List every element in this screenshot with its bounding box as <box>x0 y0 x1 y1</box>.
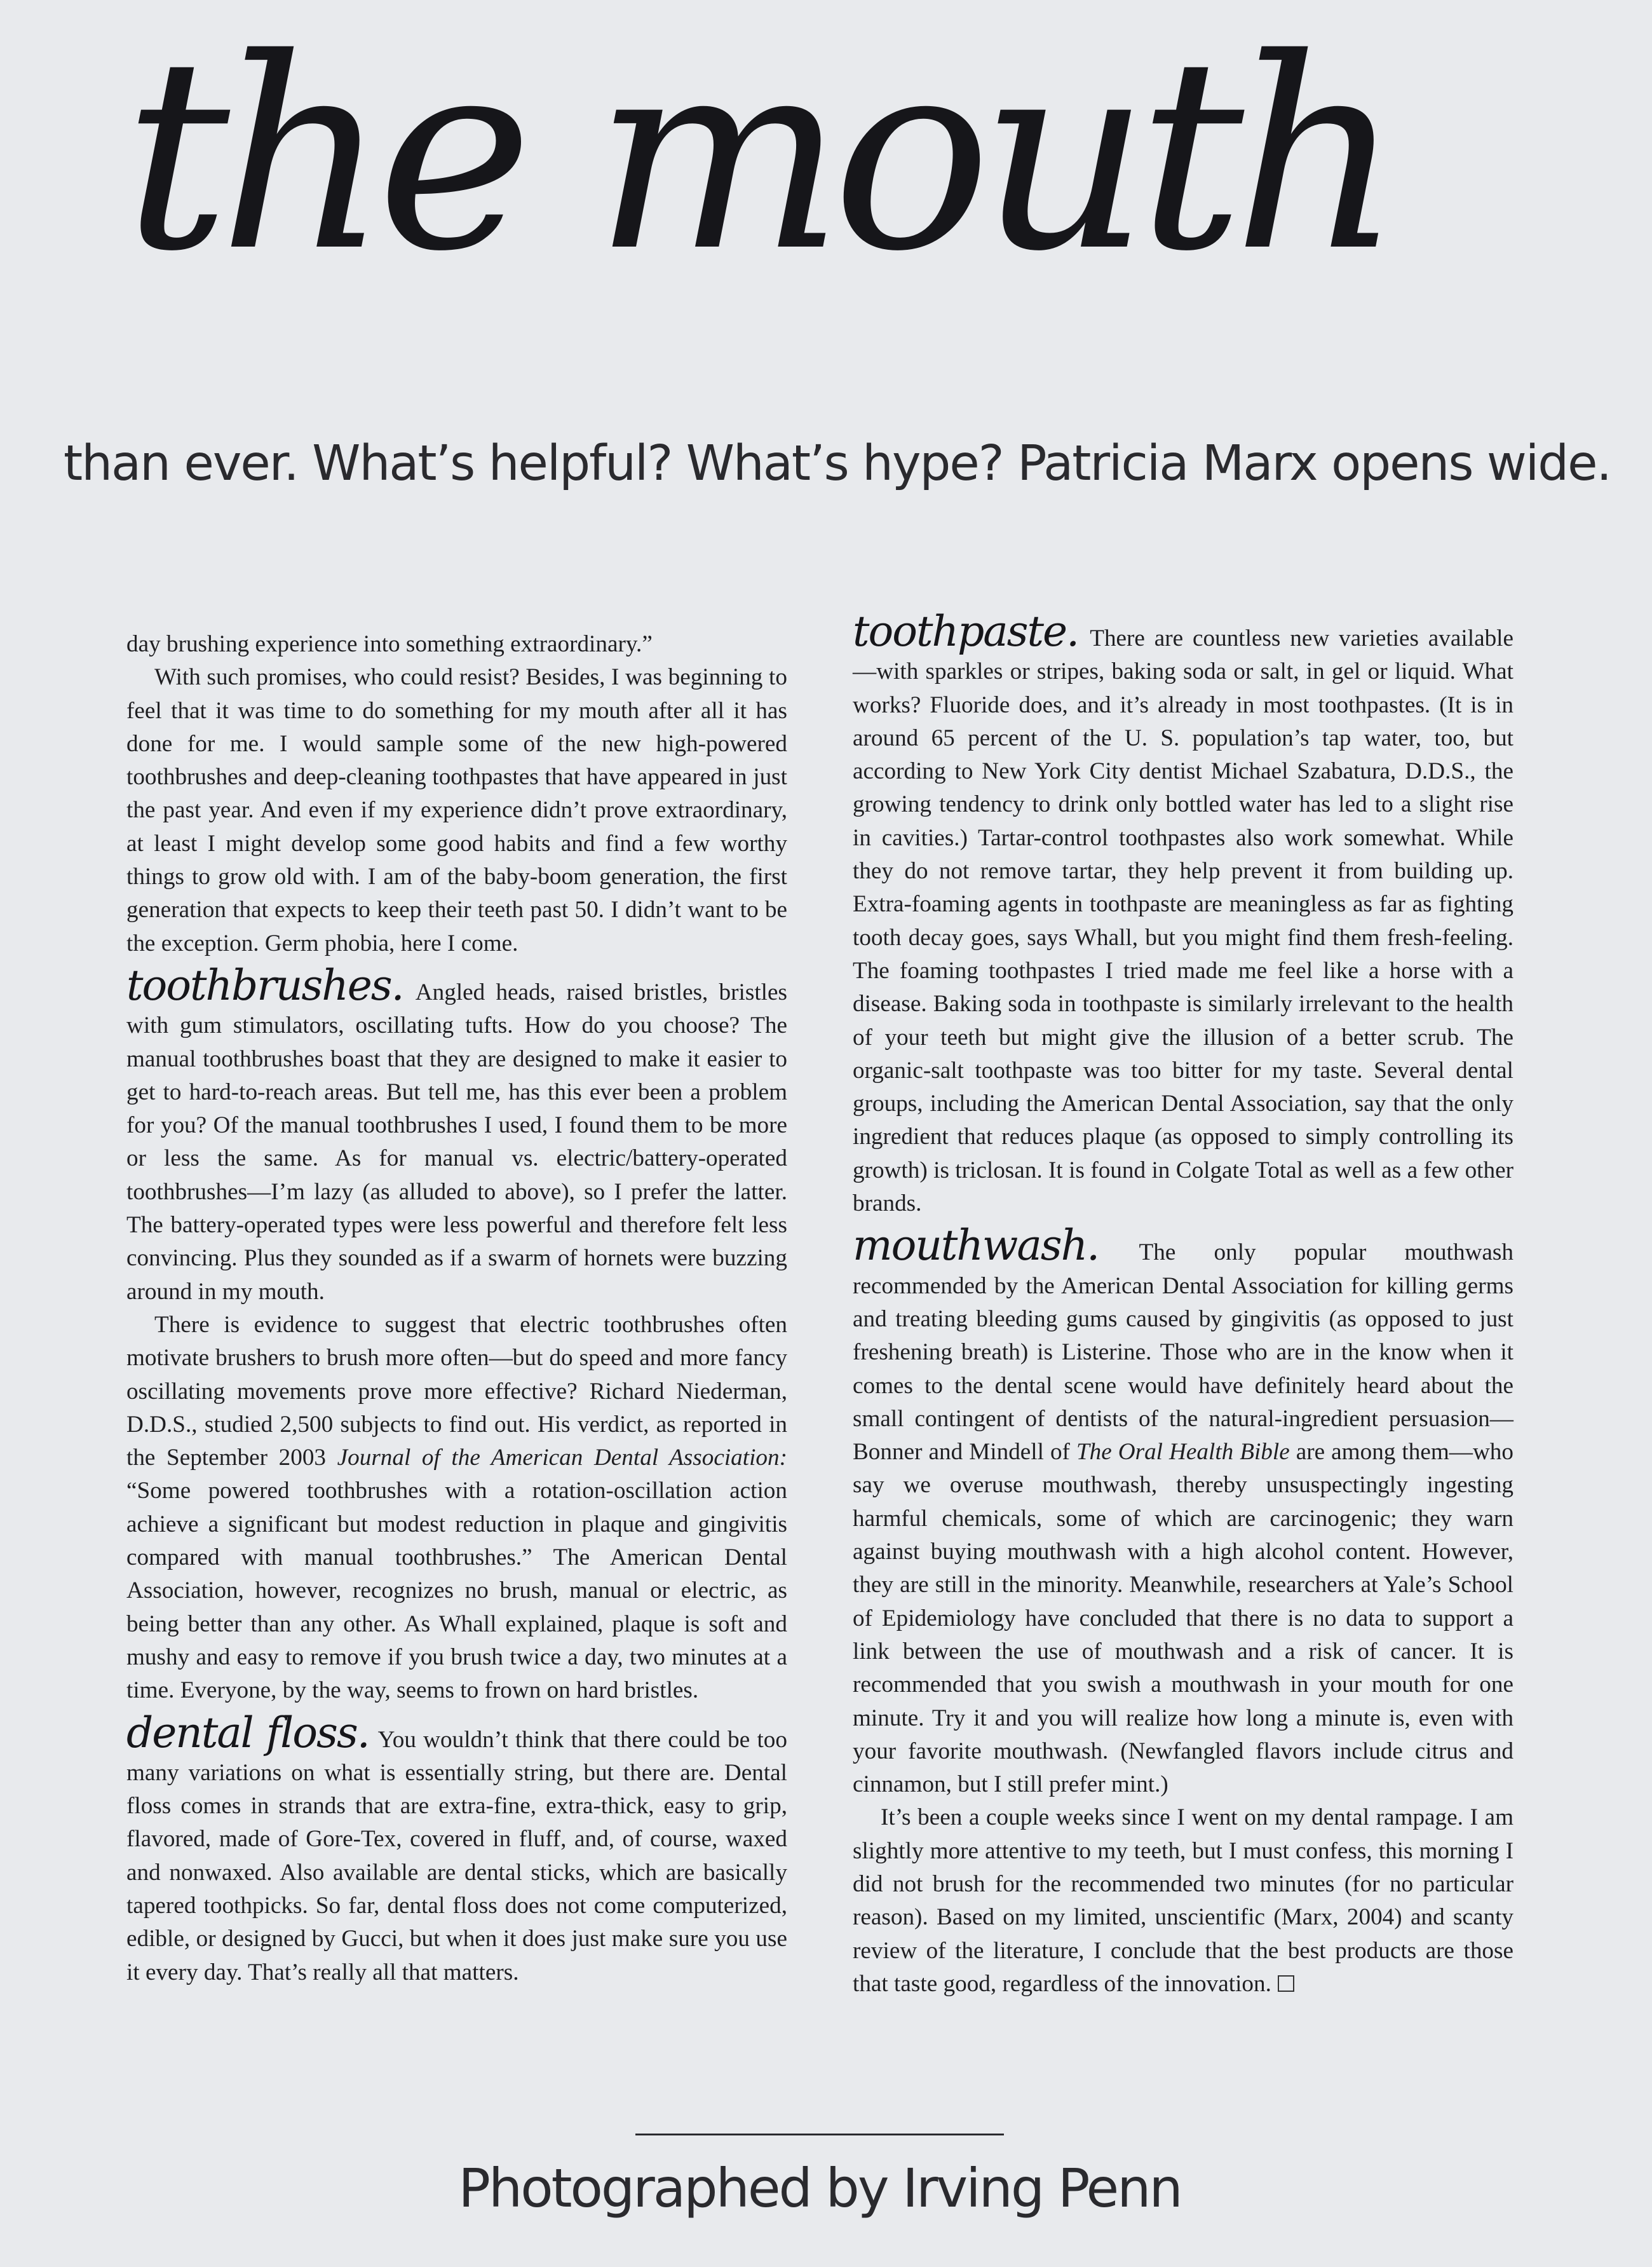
section-kicker: mouthwash. <box>853 1221 1099 1270</box>
section-text: The only popular mouthwash recommended by the American Dental Association for killing germs and treating bleeding gums caused by gingivitis (as opposed to just freshening breath) is Listerine. Those who are in the know when it comes to the dental scene would have definitely heard about the small contingent of dentists of the natural-ingredient persuasion—Bonner and Mindell of <box>853 1239 1513 1466</box>
headline: the mouth <box>124 2 1391 309</box>
end-mark-icon <box>1278 1975 1294 1992</box>
journal-title: Journal of the American Dental Association: <box>337 1445 787 1471</box>
mouthwash-section <box>853 1221 1513 1801</box>
paragraph-text: It’s been a couple weeks since I went on my dental rampage. I am slightly more attentive to my teeth, but I must confess, this morning I did not brush for the recommended two minutes (for no particular reason). Based on my limited, unscientific (Marx, 2004) and scanty review of the literature, I conclude that the best products are those that taste good, regardless of the innovation. <box>853 1804 1513 1997</box>
toothbrushes-section <box>126 960 787 1309</box>
section-kicker: toothbrushes. <box>126 960 403 1010</box>
section-kicker: dental floss. <box>126 1708 369 1757</box>
closing-paragraph <box>853 1801 1513 2001</box>
section-text: You wouldn’t think that there could be too many variations on what is essentially string, but there are. Dental floss comes in strands that are extra-fine, extra-thick, easy to grip, flavored, made of Gore-Tex, covered in fluff, and, of course, waxed and nonwaxed. Also available are dental sticks, which are basically tapered toothpicks. So far, dental floss does not come computerized, edible, or designed by Gucci, but when it does just make sure you use it every day. That’s really all that matters. <box>126 1726 787 1985</box>
section-text: Angled heads, raised bristles, bristles with gum stimulators, oscillating tufts. How do you choose? The manual toothbrushes boast that they are designed to make it easier to get to hard-to-reach areas. But tell me, has this ever been a problem for you? Of the manual toothbrushes I used, I found them to be more or less the same. As for manual vs. electric/battery-operated toothbrushes—I’m lazy (as alluded to above), so I prefer the latter. The battery-operated types were less powerful and therefore felt less convincing. Plus they sounded as if a swarm of hornets were buzzing around in my mouth. <box>126 979 787 1305</box>
divider-rule <box>635 2134 1004 2135</box>
dental-floss-section <box>126 1708 787 1989</box>
paragraph: With such promises, who could resist? Besides, I was beginning to feel that it was time to do something for my mouth after all it has done for me. I would sample some of the new high-powered toothbrushes and deep-cleaning toothpastes that have appeared in just the past year. And even if my experience didn’t prove extraordinary, at least I might develop some good habits and find a few worthy things to grow old with. I am of the baby-boom generation, the first generation that expects to keep their teeth past 50. I didn’t want to be the exception. Germ phobia, here I come. <box>126 664 787 956</box>
section-text: are among them—who say we overuse mouthwash, thereby unsuspectingly ingesting harmful chemicals, some of which are carcinogenic; they warn against buying mouthwash with a high alcohol content. However, they are still in the minority. Meanwhile, researchers at Yale’s School of Epidemiology have concluded that there is no data to support a link between the use of mouthwash and a risk of cancer. It is recommended that you swish a mouthwash in your mouth for one minute. Try it and you will realize how long a minute is, even with your favorite mouthwash. (Newfangled flavors include citrus and cinnamon, but I still prefer mint.) <box>853 1439 1513 1798</box>
left-column <box>126 628 787 1989</box>
section-text: There are countless new varieties available—with sparkles or stripes, baking soda or salt, in gel or liquid. What works? Fluoride does, and it’s already in most toothpastes. (It is in around 65 percent of the U. S. population’s tap water, too, but according to New York City dentist Michael Szabatura, D.D.S., the growing tendency to drink only bottled water has led to a slight rise in cavities.) Tartar-control toothpastes also work somewhat. While they do not remove tartar, they help prevent it from building up. Extra-foaming agents in toothpaste are meaningless as far as fighting tooth decay goes, says Whall, but you might find them fresh-feeling. The foaming toothpastes I tried made me feel like a horse with a disease. Baking soda in toothpaste is similarly irrelevant to the health of your teeth but might give the illusion of a better scrub. The organic-salt toothpaste was too bitter for my taste. Several dental groups, including the American Dental Association, say that the only ingredient that reduces plaque (as opposed to simply controlling its growth) is triclosan. It is found in Colgate Total as well as a few other brands. <box>853 625 1514 1217</box>
right-column <box>853 607 1514 2001</box>
paragraph-text: “Some powered toothbrushes with a rotation-oscillation action achieve a significant but modest reduction in plaque and gingivitis compared with manual toothbrushes.” The American Dental Association, however, recognizes no brush, manual or electric, as being better than any other. As Whall explained, plaque is soft and mushy and easy to remove if you brush twice a day, two minutes at a time. Everyone, by the way, seems to frown on hard bristles. <box>126 1478 787 1704</box>
paragraph <box>126 1309 787 1708</box>
toothpaste-section <box>853 607 1514 1220</box>
paragraph-text: There is evidence to suggest that electric toothbrushes often motivate brushers to brush more often—but do speed and more fancy oscillating movements prove more effective? Richard Niederman, D.D.S., studied 2,500 subjects to find out. His verdict, as reported in the September 2003 <box>126 1311 787 1471</box>
book-title: The Oral Health Bible <box>1076 1439 1290 1466</box>
section-kicker: toothpaste. <box>853 607 1079 656</box>
deck-subhead: than ever. What’s helpful? What’s hype? Patricia Marx opens wide. <box>64 435 1611 492</box>
photo-credit: Photographed by Irving Penn <box>458 2157 1181 2219</box>
paragraph: day brushing experience into something extraordinary.” <box>126 631 653 657</box>
